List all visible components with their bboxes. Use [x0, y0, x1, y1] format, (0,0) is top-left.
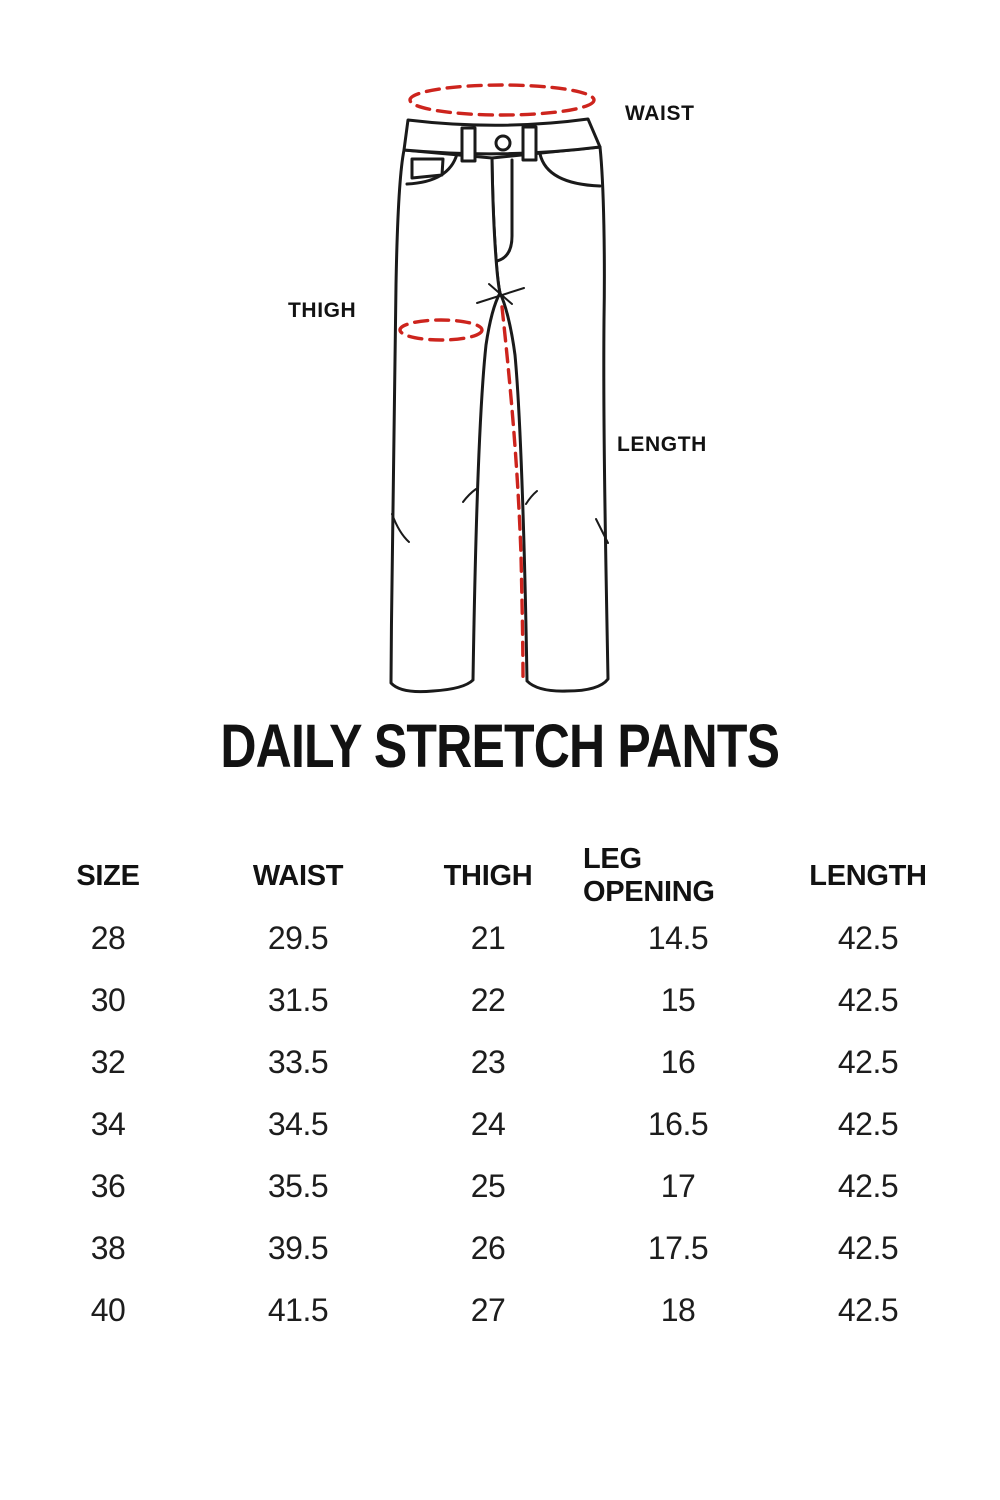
cell-length-36: 42.5 [837, 1167, 899, 1204]
product-title-text: DAILY STRETCH PANTS [220, 712, 780, 780]
product-title [0, 711, 1000, 781]
pants-line-art [391, 119, 608, 692]
cell-size-34: 34 [90, 1105, 126, 1142]
cell-thigh-36: 25 [470, 1167, 506, 1204]
pants-diagram [0, 0, 1000, 720]
cell-waist-40: 41.5 [267, 1291, 329, 1328]
belt-loop-left [462, 128, 475, 161]
length-label: LENGTH [617, 433, 707, 456]
cell-thigh-30: 22 [470, 981, 506, 1018]
cell-thigh-34: 24 [470, 1105, 506, 1142]
cell-length-28: 42.5 [837, 919, 899, 956]
cell-length-30: 42.5 [837, 981, 899, 1018]
cell-leg-opening-36: 17 [660, 1167, 696, 1204]
col-header-length: LENGTH [809, 859, 927, 892]
cell-leg-opening-34: 16.5 [647, 1105, 709, 1142]
size-chart-table [13, 845, 963, 1341]
cell-waist-38: 39.5 [267, 1229, 329, 1266]
waist-measure-ellipse [410, 85, 594, 115]
cell-waist-32: 33.5 [267, 1043, 329, 1080]
cell-size-40: 40 [90, 1291, 126, 1328]
cell-waist-28: 29.5 [267, 919, 329, 956]
cell-size-32: 32 [90, 1043, 126, 1080]
cell-size-28: 28 [90, 919, 126, 956]
cell-length-40: 42.5 [837, 1291, 899, 1328]
belt-loop-right [523, 127, 536, 160]
cell-length-34: 42.5 [837, 1105, 899, 1142]
waist-label: WAIST [625, 102, 695, 125]
cell-size-38: 38 [90, 1229, 126, 1266]
cell-thigh-38: 26 [470, 1229, 506, 1266]
thigh-label: THIGH [288, 299, 357, 322]
cell-leg-opening-32: 16 [660, 1043, 696, 1080]
cell-thigh-28: 21 [470, 919, 506, 956]
col-header-waist: WAIST [252, 859, 344, 892]
cell-leg-opening-38: 17.5 [647, 1229, 709, 1266]
col-header-leg-opening: LEG OPENING [583, 843, 715, 908]
cell-size-36: 36 [90, 1167, 126, 1204]
col-header-size: SIZE [76, 859, 140, 892]
cell-size-30: 30 [90, 981, 126, 1018]
cell-length-38: 42.5 [837, 1229, 899, 1266]
cell-leg-opening-40: 18 [660, 1291, 696, 1328]
cell-waist-36: 35.5 [267, 1167, 329, 1204]
waist-button [496, 136, 510, 150]
pants-left-leg [391, 150, 500, 692]
cell-leg-opening-28: 14.5 [647, 919, 709, 956]
cell-waist-30: 31.5 [267, 981, 329, 1018]
pants-right-leg [492, 147, 608, 691]
cell-waist-34: 34.5 [267, 1105, 329, 1142]
col-header-thigh: THIGH [443, 859, 533, 892]
cell-leg-opening-30: 15 [660, 981, 696, 1018]
cell-thigh-40: 27 [470, 1291, 506, 1328]
cell-length-32: 42.5 [837, 1043, 899, 1080]
cell-thigh-32: 23 [470, 1043, 506, 1080]
